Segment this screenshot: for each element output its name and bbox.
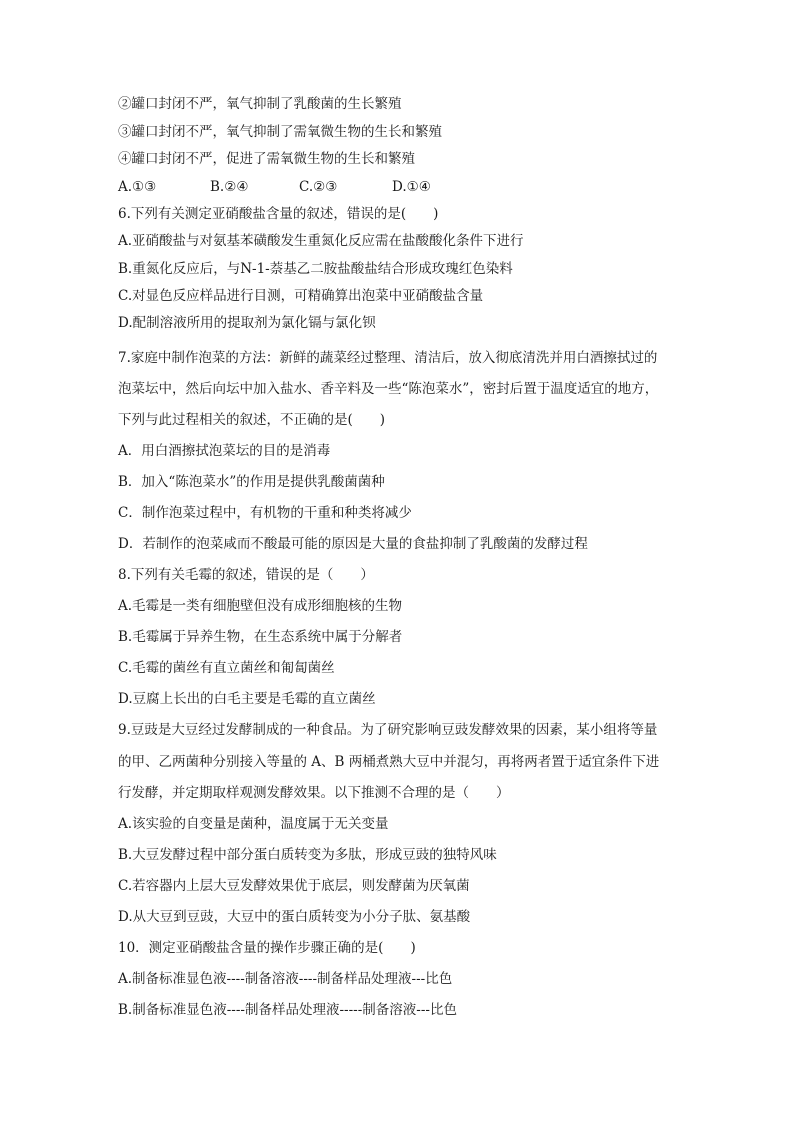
q7-option-d: D．若制作的泡菜咸而不酸最可能的原因是大量的食盐抑制了乳酸菌的发酵过程 (118, 536, 588, 552)
question-9-line-1: 9.豆豉是大豆经过发酵制成的一种食品。为了研究影响豆豉发酵效果的因素，某小组将等量 (118, 722, 658, 738)
q6-option-b: B.重氮化反应后，与N-1-萘基乙二胺盐酸盐结合形成玫瑰红色染料 (118, 261, 513, 277)
q10-option-b: B.制备标准显色液----制备样品处理液-----制备溶液---比色 (118, 1002, 457, 1018)
choice-b: B.②④ (210, 179, 249, 195)
option-2-line: ②罐口封闭不严，氧气抑制了乳酸菌的生长繁殖 (118, 96, 402, 112)
q8-option-a: A.毛霉是一类有细胞壁但没有成形细胞核的生物 (118, 598, 403, 614)
q8-option-c: C.毛霉的菌丝有直立菌丝和匍匐菌丝 (118, 660, 335, 676)
q9-option-d: D.从大豆到豆豉，大豆中的蛋白质转变为小分子肽、氨基酸 (118, 909, 471, 925)
q7-option-a: A．用白酒擦拭泡菜坛的目的是消毒 (118, 443, 331, 459)
question-9-line-3: 行发酵，并定期取样观测发酵效果。以下推测不合理的是（ ） (118, 785, 510, 801)
choice-c: C.②③ (299, 179, 338, 195)
option-4-line: ④罐口封闭不严，促进了需氧微生物的生长和繁殖 (118, 151, 415, 167)
question-8: 8.下列有关毛霉的叙述，错误的是（ ） (118, 567, 374, 583)
q9-option-a: A.该实验的自变量是菌种，温度属于无关变量 (118, 816, 389, 832)
q8-option-b: B.毛霉属于异养生物，在生态系统中属于分解者 (118, 629, 403, 645)
q6-option-a: A.亚硝酸盐与对氨基苯磺酸发生重氮化反应需在盐酸酸化条件下进行 (118, 233, 524, 249)
q9-option-c: C.若容器内上层大豆发酵效果优于底层，则发酵菌为厌氧菌 (118, 878, 470, 894)
question-7-line-1: 7.家庭中制作泡菜的方法：新鲜的蔬菜经过整理、清洁后，放入彻底清洗并用白酒擦拭过的 (118, 350, 658, 366)
question-6: 6.下列有关测定亚硝酸盐含量的叙述，错误的是( ) (118, 206, 439, 222)
question-10: 10．测定亚硝酸盐含量的操作步骤正确的是( ) (118, 940, 416, 956)
q6-option-c: C.对显色反应样品进行目测，可精确算出泡菜中亚硝酸盐含量 (118, 288, 484, 304)
option-3-line: ③罐口封闭不严，氧气抑制了需氧微生物的生长和繁殖 (118, 124, 442, 140)
q6-option-d: D.配制溶液所用的提取剂为氯化镉与氯化钡 (118, 315, 376, 331)
question-7-line-2: 泡菜坛中，然后向坛中加入盐水、香辛料及一些“陈泡菜水”，密封后置于温度适宜的地方， (118, 381, 659, 397)
question-7-line-3: 下列与此过程相关的叙述，不正确的是( ) (118, 412, 386, 428)
choice-a: A.①③ (118, 179, 157, 195)
q10-option-a: A.制备标准显色液----制备溶液----制备样品处理液---比色 (118, 971, 453, 987)
q7-option-b: B．加入“陈泡菜水”的作用是提供乳酸菌菌种 (118, 474, 385, 490)
q8-option-d: D.豆腐上长出的白毛主要是毛霉的直立菌丝 (118, 691, 376, 707)
q7-option-c: C．制作泡菜过程中，有机物的干重和种类将减少 (118, 505, 412, 521)
choice-d: D.①④ (392, 179, 431, 195)
q9-option-b: B.大豆发酵过程中部分蛋白质转变为多肽，形成豆豉的独特风味 (118, 847, 497, 863)
question-9-line-2: 的甲、乙两菌种分别接入等量的 A、B 两桶煮熟大豆中并混匀，再将两者置于适宜条件下进 (118, 754, 660, 770)
q5-answer-choices (118, 178, 431, 196)
